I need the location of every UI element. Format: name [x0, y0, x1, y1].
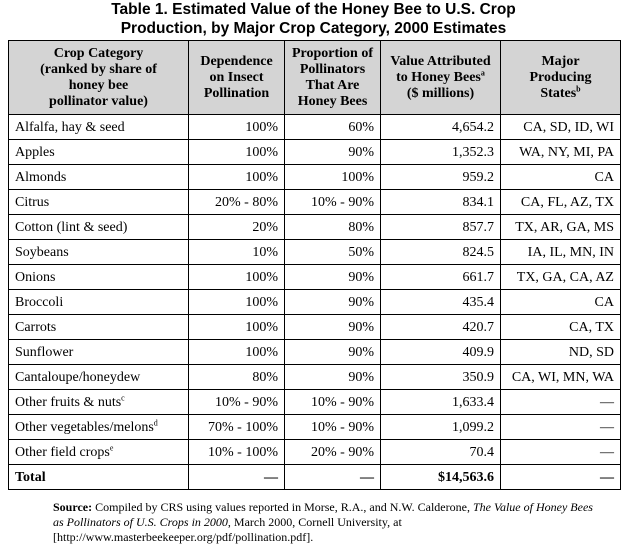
cell-value: 824.5 — [381, 240, 501, 265]
cell-states: CA, FL, AZ, TX — [501, 190, 621, 215]
table-row — [9, 140, 621, 165]
cell-proportion: 90% — [285, 265, 381, 290]
cell-crop: Almonds — [9, 165, 189, 190]
table-row — [9, 390, 621, 415]
cell-states: CA, WI, MN, WA — [501, 365, 621, 390]
table-row — [9, 190, 621, 215]
cell-value: 661.7 — [381, 265, 501, 290]
cell-crop: Total — [9, 465, 189, 490]
cell-value: 4,654.2 — [381, 115, 501, 140]
cell-crop: Other field crops$^e$ — [9, 440, 189, 465]
cell-value: 1,099.2 — [381, 415, 501, 440]
cell-states: CA — [501, 165, 621, 190]
cell-proportion: 90% — [285, 290, 381, 315]
cell-crop: Carrots — [9, 315, 189, 340]
cell-value: 857.7 — [381, 215, 501, 240]
cell-value: 420.7 — [381, 315, 501, 340]
cell-proportion: 80% — [285, 215, 381, 240]
table-row — [9, 115, 621, 140]
cell-value: 959.2 — [381, 165, 501, 190]
header-dependence: Dependence on Insect Pollination — [189, 41, 285, 115]
cell-proportion: 10% - 90% — [285, 390, 381, 415]
cell-crop: Other vegetables/melons$^d$ — [9, 415, 189, 440]
cell-states: TX, AR, GA, MS — [501, 215, 621, 240]
header-value: Value Attributed to Honey Bees$^a$ ($ millions) — [381, 41, 501, 115]
cell-proportion: 50% — [285, 240, 381, 265]
cell-states: IA, IL, MN, IN — [501, 240, 621, 265]
cell-crop: Citrus — [9, 190, 189, 215]
table-body — [9, 115, 621, 490]
title-line-2: Production, by Major Crop Category, 2000 Estimates — [120, 20, 507, 37]
cell-states: CA, TX — [501, 315, 621, 340]
cell-dependence: 10% — [189, 240, 285, 265]
cell-proportion: 90% — [285, 140, 381, 165]
cell-proportion: 90% — [285, 340, 381, 365]
cell-dependence: 100% — [189, 340, 285, 365]
cell-dependence: 100% — [189, 265, 285, 290]
cell-dependence: 80% — [189, 365, 285, 390]
cell-crop: Sunflower — [9, 340, 189, 365]
footnote-marker: c — [121, 392, 125, 402]
source-text-1: Compiled by CRS using values reported in Morse, R.A., and N.W. Calderone, — [95, 500, 470, 514]
cell-value: 350.9 — [381, 365, 501, 390]
cell-proportion: 10% - 90% — [285, 190, 381, 215]
table-row — [9, 265, 621, 290]
header-states: Major Producing States$^b$ — [501, 41, 621, 115]
cell-crop: Broccoli — [9, 290, 189, 315]
cell-crop: Alfalfa, hay & seed — [9, 115, 189, 140]
source-label: Source: — [53, 500, 93, 514]
source-title: The Value of Honey Bees as Pollinators of U.S. Crops in 2000 — [53, 500, 593, 529]
cell-dependence: 100% — [189, 165, 285, 190]
table-row — [9, 240, 621, 265]
cell-crop: Onions — [9, 265, 189, 290]
cell-dependence: 100% — [189, 140, 285, 165]
cell-proportion: 60% — [285, 115, 381, 140]
cell-proportion: 20% - 90% — [285, 440, 381, 465]
cell-dependence: 10% - 90% — [189, 390, 285, 415]
cell-proportion: 90% — [285, 365, 381, 390]
cell-states: TX, GA, CA, AZ — [501, 265, 621, 290]
header-crop-category: Crop Category (ranked by share of honey bee pollinator value) — [9, 41, 189, 115]
cell-value: 435.4 — [381, 290, 501, 315]
cell-value: 1,352.3 — [381, 140, 501, 165]
cell-dependence: — — [189, 465, 285, 490]
table-row — [9, 165, 621, 190]
cell-crop: Cantaloupe/honeydew — [9, 365, 189, 390]
cell-value: 1,633.4 — [381, 390, 501, 415]
table-title — [0, 0, 627, 38]
table-row — [9, 365, 621, 390]
cell-crop: Other fruits & nuts$^c$ — [9, 390, 189, 415]
cell-states: — — [501, 390, 621, 415]
footnote-marker: e — [109, 442, 114, 452]
cell-crop: Apples — [9, 140, 189, 165]
crop-value-table — [8, 40, 621, 490]
cell-dependence: 100% — [189, 315, 285, 340]
cell-dependence: 100% — [189, 290, 285, 315]
cell-proportion: 90% — [285, 315, 381, 340]
cell-value: 409.9 — [381, 340, 501, 365]
table-row — [9, 215, 621, 240]
table-row — [9, 340, 621, 365]
cell-value: $14,563.6 — [381, 465, 501, 490]
cell-proportion: — — [285, 465, 381, 490]
cell-states: — — [501, 440, 621, 465]
source-text-2: , March 2000, Cornell University, at [http://www.masterbeekeeper.org/pdf/pollination.pdf]. — [53, 515, 402, 544]
header-row — [9, 41, 621, 115]
cell-dependence: 20% - 80% — [189, 190, 285, 215]
cell-crop: Cotton (lint & seed) — [9, 215, 189, 240]
cell-states: WA, NY, MI, PA — [501, 140, 621, 165]
table-row — [9, 440, 621, 465]
cell-value: 834.1 — [381, 190, 501, 215]
header-proportion: Proportion of Pollinators That Are Honey Bees — [285, 41, 381, 115]
cell-value: 70.4 — [381, 440, 501, 465]
footnote-b: b — [576, 83, 581, 93]
cell-states: ND, SD — [501, 340, 621, 365]
total-row — [9, 465, 621, 490]
cell-states: CA, SD, ID, WI — [501, 115, 621, 140]
cell-crop: Soybeans — [9, 240, 189, 265]
cell-dependence: 100% — [189, 115, 285, 140]
table-row — [9, 290, 621, 315]
cell-states: — — [501, 465, 621, 490]
cell-states: CA — [501, 290, 621, 315]
cell-states: — — [501, 415, 621, 440]
cell-proportion: 10% - 90% — [285, 415, 381, 440]
cell-dependence: 10% - 100% — [189, 440, 285, 465]
table-row — [9, 315, 621, 340]
cell-dependence: 70% - 100% — [189, 415, 285, 440]
cell-dependence: 20% — [189, 215, 285, 240]
cell-proportion: 100% — [285, 165, 381, 190]
source-note — [53, 500, 593, 545]
footnote-marker: d — [153, 417, 158, 427]
title-line-1: Table 1. Estimated Value of the Honey Bee to U.S. Crop — [111, 1, 516, 18]
footnote-a: a — [480, 67, 485, 77]
table-row — [9, 415, 621, 440]
